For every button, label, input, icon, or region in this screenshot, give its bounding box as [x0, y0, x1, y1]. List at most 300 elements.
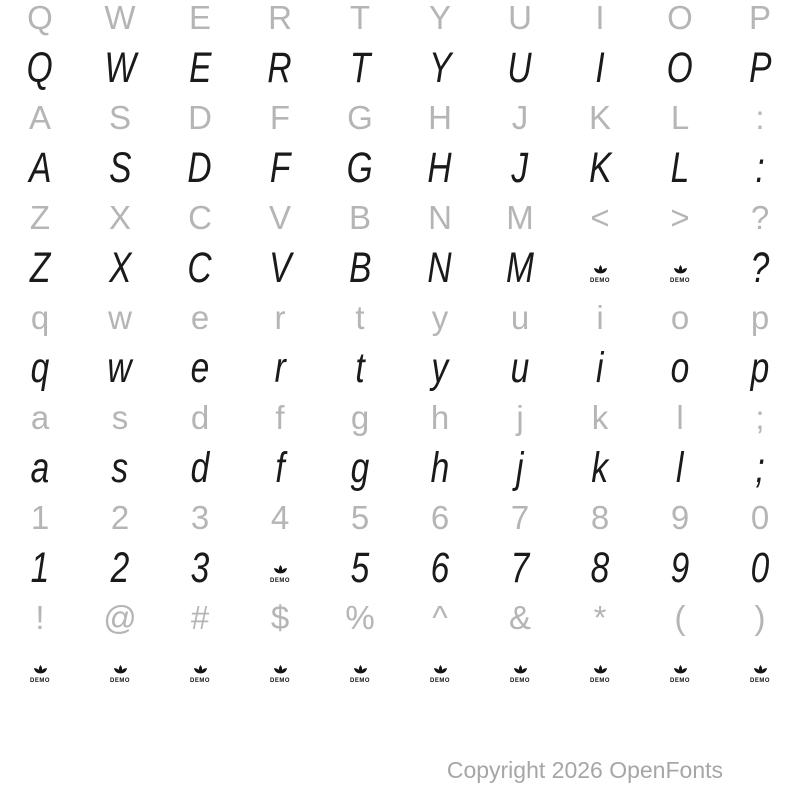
charmap-cell: [0, 293, 80, 343]
demo-petals-icon: [671, 264, 690, 277]
reference-row: [0, 93, 800, 143]
charmap-cell: [80, 93, 160, 143]
glyph: L: [670, 99, 690, 136]
demo-petals-icon: [111, 664, 130, 677]
glyph: 6: [430, 544, 450, 592]
glyph: Z: [29, 244, 51, 292]
glyph: 3: [190, 499, 210, 536]
charmap-cell: [400, 193, 480, 243]
reference-row: [0, 293, 800, 343]
glyph: o: [670, 299, 690, 336]
demo-glyph: [430, 664, 450, 684]
charmap-cell: [720, 0, 800, 43]
glyph: >: [670, 199, 690, 236]
glyph: 2: [110, 499, 130, 536]
glyph: J: [511, 99, 529, 136]
charmap-cell: [80, 0, 160, 43]
charmap-cell: [80, 443, 160, 493]
reference-row: [0, 193, 800, 243]
charmap-cell: [160, 43, 240, 93]
demo-glyph-label: DEMO: [670, 678, 690, 684]
charmap-cell: [640, 193, 720, 243]
glyph: t: [355, 299, 365, 336]
glyph: u: [510, 344, 530, 392]
charmap-cell: [400, 43, 480, 93]
demo-glyph-label: DEMO: [110, 678, 130, 684]
charmap-cell: [240, 193, 320, 243]
charmap-cell: [560, 493, 640, 543]
glyph: Q: [26, 44, 54, 92]
charmap-cell: [560, 393, 640, 443]
charmap-cell: [160, 243, 240, 293]
charmap-cell: [560, 93, 640, 143]
glyph: Z: [29, 199, 51, 236]
charmap-cell: [640, 143, 720, 193]
charmap-cell: [240, 343, 320, 393]
glyph: &: [508, 599, 531, 636]
preview-row: [0, 343, 800, 393]
glyph: C: [187, 244, 213, 292]
glyph: p: [750, 344, 770, 392]
charmap-cell: [240, 0, 320, 43]
glyph: 8: [590, 499, 610, 536]
charmap-cell: [0, 43, 80, 93]
charmap-cell: [400, 443, 480, 493]
charmap-cell: [320, 393, 400, 443]
charmap-cell: [80, 343, 160, 393]
charmap-cell: [480, 43, 560, 93]
glyph: h: [430, 399, 450, 436]
glyph: g: [350, 399, 370, 436]
glyph: K: [588, 99, 611, 136]
charmap-cell: [80, 193, 160, 243]
charmap-cell: [720, 393, 800, 443]
charmap-cell: [720, 493, 800, 543]
charmap-cell: [320, 593, 400, 643]
charmap-cell: [160, 343, 240, 393]
charmap-cell: [400, 93, 480, 143]
demo-glyph-cell: [560, 243, 640, 293]
charmap-cell: [240, 143, 320, 193]
charmap-cell: [240, 243, 320, 293]
glyph: 9: [670, 544, 690, 592]
charmap-cell: [560, 593, 640, 643]
demo-glyph-label: DEMO: [270, 578, 290, 584]
glyph: L: [670, 144, 690, 192]
charmap-cell: [560, 0, 640, 43]
charmap-cell: [80, 43, 160, 93]
demo-petals-icon: [191, 664, 210, 677]
glyph: ;: [755, 444, 765, 492]
glyph: H: [427, 144, 453, 192]
demo-glyph-label: DEMO: [590, 278, 610, 284]
glyph: y: [431, 299, 449, 336]
glyph: s: [111, 444, 129, 492]
charmap-cell: [160, 93, 240, 143]
glyph: D: [187, 144, 213, 192]
charmap-cell: [480, 143, 560, 193]
preview-row: [0, 43, 800, 93]
glyph: p: [750, 299, 770, 336]
glyph: :: [755, 144, 765, 192]
charmap-cell: [720, 143, 800, 193]
charmap-cell: [320, 293, 400, 343]
glyph: q: [30, 344, 50, 392]
glyph: B: [348, 199, 371, 236]
reference-row: [0, 493, 800, 543]
charmap-cell: [640, 43, 720, 93]
charmap-cell: [400, 143, 480, 193]
glyph: 5: [350, 499, 370, 536]
demo-glyph-cell: [80, 643, 160, 693]
glyph: :: [755, 99, 765, 136]
glyph: A: [28, 99, 51, 136]
glyph: R: [267, 44, 293, 92]
preview-row: [0, 643, 800, 693]
charmap-cell: [160, 143, 240, 193]
charmap-cell: [560, 343, 640, 393]
demo-petals-icon: [751, 664, 770, 677]
charmap-cell: [480, 393, 560, 443]
glyph: M: [506, 244, 534, 292]
charmap-cell: [400, 393, 480, 443]
preview-row: [0, 543, 800, 593]
demo-glyph-cell: [720, 643, 800, 693]
charmap-cell: [320, 443, 400, 493]
charmap-cell: [80, 143, 160, 193]
charmap-cell: [480, 93, 560, 143]
demo-glyph: [270, 564, 290, 584]
demo-glyph-label: DEMO: [270, 678, 290, 684]
glyph: 0: [750, 544, 770, 592]
demo-glyph: [590, 664, 610, 684]
charmap-cell: [0, 393, 80, 443]
glyph: C: [188, 199, 212, 236]
charmap-cell: [160, 0, 240, 43]
charmap-cell: [160, 493, 240, 543]
charmap-cell: [0, 593, 80, 643]
charmap-cell: [480, 593, 560, 643]
glyph: 4: [270, 499, 290, 536]
glyph: @: [103, 599, 137, 636]
glyph: H: [428, 99, 452, 136]
glyph: O: [666, 44, 694, 92]
glyph: S: [108, 99, 131, 136]
charmap-cell: [560, 543, 640, 593]
glyph: 0: [750, 499, 770, 536]
charmap-cell: [560, 43, 640, 93]
charmap-cell: [640, 0, 720, 43]
charmap-cell: [320, 143, 400, 193]
reference-row: [0, 393, 800, 443]
glyph: ?: [750, 244, 770, 292]
demo-glyph-cell: [560, 643, 640, 693]
charmap-cell: [240, 393, 320, 443]
charmap-cell: [640, 393, 720, 443]
glyph: G: [346, 144, 374, 192]
charmap-cell: [160, 193, 240, 243]
charmap-cell: [320, 43, 400, 93]
demo-petals-icon: [271, 564, 290, 577]
charmap-cell: [560, 293, 640, 343]
charmap-cell: [320, 193, 400, 243]
charmap-cell: [560, 143, 640, 193]
charmap-cell: [640, 493, 720, 543]
glyph: y: [431, 344, 449, 392]
glyph: ?: [750, 199, 770, 236]
demo-glyph-cell: [640, 243, 720, 293]
demo-glyph: [750, 664, 770, 684]
charmap-cell: [720, 43, 800, 93]
charmap-cell: [320, 343, 400, 393]
glyph: A: [28, 144, 52, 192]
demo-glyph-cell: [640, 643, 720, 693]
glyph: T: [349, 44, 371, 92]
glyph: #: [190, 599, 210, 636]
glyph: Q: [27, 0, 53, 36]
demo-glyph-label: DEMO: [670, 278, 690, 284]
glyph: e: [190, 299, 210, 336]
demo-glyph: [350, 664, 370, 684]
charmap-cell: [480, 493, 560, 543]
charmap-cell: [640, 543, 720, 593]
charmap-cell: [400, 593, 480, 643]
demo-glyph-label: DEMO: [510, 678, 530, 684]
glyph: r: [274, 344, 286, 392]
demo-glyph-cell: [400, 643, 480, 693]
demo-petals-icon: [671, 664, 690, 677]
glyph: F: [269, 99, 291, 136]
glyph: U: [508, 0, 532, 36]
charmap-cell: [640, 593, 720, 643]
demo-glyph-label: DEMO: [190, 678, 210, 684]
charmap-cell: [240, 493, 320, 543]
demo-glyph-cell: [0, 643, 80, 693]
reference-row: [0, 593, 800, 643]
charmap-cell: [0, 493, 80, 543]
glyph: 5: [350, 544, 370, 592]
glyph: j: [516, 444, 524, 492]
glyph: X: [108, 244, 132, 292]
preview-row: [0, 243, 800, 293]
glyph: w: [108, 299, 132, 336]
glyph: l: [676, 444, 684, 492]
glyph: 3: [190, 544, 210, 592]
demo-petals-icon: [591, 264, 610, 277]
glyph: ;: [755, 399, 765, 436]
demo-glyph: [110, 664, 130, 684]
glyph: d: [190, 399, 210, 436]
charmap-cell: [80, 393, 160, 443]
charmap-cell: [160, 593, 240, 643]
glyph: g: [350, 444, 370, 492]
charmap-cell: [560, 443, 640, 493]
demo-petals-icon: [271, 664, 290, 677]
demo-glyph: [30, 664, 50, 684]
glyph: d: [190, 444, 210, 492]
demo-glyph: [510, 664, 530, 684]
charmap-cell: [720, 93, 800, 143]
glyph: E: [188, 44, 212, 92]
charmap-cell: [320, 243, 400, 293]
glyph: e: [190, 344, 210, 392]
charmap-cell: [640, 93, 720, 143]
charmap-cell: [160, 443, 240, 493]
glyph: P: [748, 44, 772, 92]
demo-petals-icon: [591, 664, 610, 677]
charmap-cell: [720, 543, 800, 593]
charmap-cell: [0, 143, 80, 193]
charmap-cell: [80, 493, 160, 543]
charmap-cell: [640, 343, 720, 393]
charmap-cell: [0, 443, 80, 493]
glyph: <: [590, 199, 610, 236]
demo-glyph-label: DEMO: [430, 678, 450, 684]
charmap-cell: [320, 93, 400, 143]
demo-glyph-label: DEMO: [30, 678, 50, 684]
charmap-cell: [640, 293, 720, 343]
glyph: R: [268, 0, 292, 36]
charmap-cell: [80, 543, 160, 593]
charmap-cell: [80, 293, 160, 343]
glyph: o: [670, 344, 690, 392]
glyph: !: [35, 599, 45, 636]
glyph: N: [427, 244, 453, 292]
demo-petals-icon: [31, 664, 50, 677]
glyph: %: [345, 599, 375, 636]
glyph: 2: [110, 544, 130, 592]
glyph: ): [754, 599, 766, 636]
glyph: Y: [428, 0, 451, 36]
demo-glyph-cell: [240, 543, 320, 593]
glyph: 6: [430, 499, 450, 536]
glyph: f: [275, 444, 285, 492]
charmap-cell: [640, 443, 720, 493]
glyph: V: [268, 244, 292, 292]
charmap-cell: [400, 0, 480, 43]
glyph: I: [595, 0, 605, 36]
charmap-cell: [80, 593, 160, 643]
glyph: 7: [510, 544, 530, 592]
glyph: W: [104, 0, 136, 36]
glyph: (: [674, 599, 686, 636]
charmap-cell: [400, 493, 480, 543]
copyright-text: Copyright 2026 OpenFonts: [446, 757, 723, 783]
charmap-cell: [400, 343, 480, 393]
glyph: T: [349, 0, 371, 36]
charmap-cell: [480, 193, 560, 243]
glyph: K: [588, 144, 612, 192]
glyph: W: [104, 44, 136, 92]
charmap-cell: [80, 243, 160, 293]
demo-glyph-cell: [480, 643, 560, 693]
charmap-cell: [400, 293, 480, 343]
charmap-cell: [480, 293, 560, 343]
charmap-cell: [0, 543, 80, 593]
charmap-cell: [240, 93, 320, 143]
charmap-cell: [240, 443, 320, 493]
charmap-cell: [240, 593, 320, 643]
demo-glyph-label: DEMO: [750, 678, 770, 684]
glyph: 1: [30, 499, 50, 536]
glyph: X: [108, 199, 131, 236]
glyph: 8: [590, 544, 610, 592]
demo-glyph-label: DEMO: [350, 678, 370, 684]
glyph: r: [274, 299, 286, 336]
charmap-cell: [0, 0, 80, 43]
glyph: E: [188, 0, 211, 36]
preview-row: [0, 443, 800, 493]
glyph: t: [355, 344, 365, 392]
charmap-cell: [720, 293, 800, 343]
glyph: l: [676, 399, 684, 436]
glyph: 1: [30, 544, 50, 592]
glyph: I: [595, 44, 605, 92]
glyph: U: [507, 44, 533, 92]
demo-petals-icon: [511, 664, 530, 677]
glyph: ^: [432, 599, 448, 636]
charmap-cell: [720, 593, 800, 643]
demo-glyph: [670, 264, 690, 284]
charmap-cell: [160, 293, 240, 343]
glyph: k: [591, 399, 609, 436]
glyph: h: [430, 444, 450, 492]
charmap-cell: [320, 0, 400, 43]
glyph: i: [596, 344, 604, 392]
glyph: i: [596, 299, 604, 336]
demo-glyph-label: DEMO: [590, 678, 610, 684]
glyph: q: [30, 299, 50, 336]
charmap-cell: [0, 343, 80, 393]
glyph: Y: [428, 44, 452, 92]
demo-glyph: [670, 664, 690, 684]
glyph: N: [428, 199, 452, 236]
glyph: f: [275, 399, 285, 436]
charmap-cell: [720, 193, 800, 243]
glyph: $: [270, 599, 290, 636]
charmap-cell: [400, 243, 480, 293]
glyph: M: [506, 199, 534, 236]
demo-glyph: [590, 264, 610, 284]
charmap-cell: [480, 0, 560, 43]
charmap-cell: [240, 43, 320, 93]
charmap-cell: [400, 543, 480, 593]
charmap-cell: [320, 493, 400, 543]
glyph: 7: [510, 499, 530, 536]
charmap-cell: [0, 193, 80, 243]
demo-petals-icon: [431, 664, 450, 677]
glyph: S: [108, 144, 132, 192]
charmap-cell: [560, 193, 640, 243]
demo-glyph-cell: [160, 643, 240, 693]
charmap-cell: [240, 293, 320, 343]
glyph: a: [30, 444, 50, 492]
glyph: P: [748, 0, 771, 36]
glyph: s: [111, 399, 129, 436]
demo-glyph-cell: [240, 643, 320, 693]
charmap-cell: [720, 443, 800, 493]
charmap-cell: [720, 243, 800, 293]
demo-glyph: [270, 664, 290, 684]
glyph: F: [269, 144, 291, 192]
glyph: u: [510, 299, 530, 336]
glyph: G: [347, 99, 373, 136]
glyph: V: [268, 199, 291, 236]
glyph: *: [593, 599, 607, 636]
charmap-cell: [480, 443, 560, 493]
charmap-cell: [320, 543, 400, 593]
charmap-cell: [0, 93, 80, 143]
